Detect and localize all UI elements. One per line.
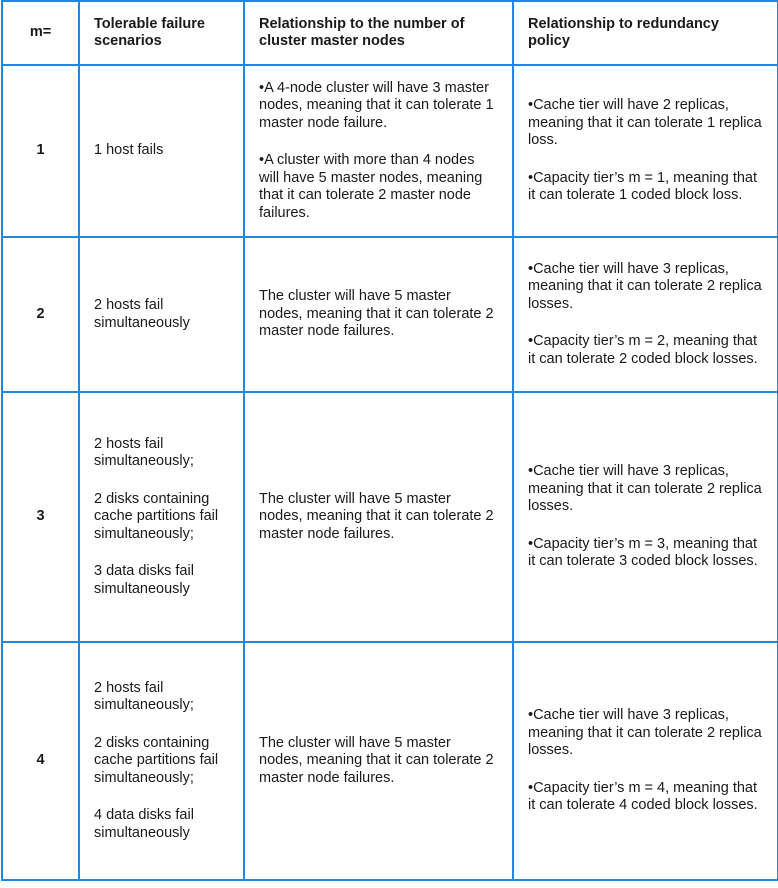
redundancy-cell [513, 237, 778, 392]
scenario-text: 2 hosts fail simultaneously; [94, 679, 194, 714]
master-nodes-cell [244, 642, 513, 880]
redundancy-cell [513, 65, 778, 237]
scenario-text: 2 hosts fail simultaneously; [94, 435, 194, 470]
scenario-text: 2 disks containing cache partitions fail simultaneously; [94, 490, 219, 542]
m-value: 1 [2, 65, 79, 237]
redundancy-text: •Cache tier will have 2 replicas, meaning that it can tolerate 1 replica loss. [528, 97, 762, 149]
redundancy-text: •Capacity tier’s m = 3, meaning that it can tolerate 3 coded block losses. [528, 535, 758, 570]
header-redundancy-policy: Relationship to redundancy policy [513, 1, 778, 65]
table-row [2, 237, 778, 392]
scenario-text: 4 data disks fail simultaneously [94, 807, 194, 841]
header-master-nodes: Relationship to the number of cluster master nodes [244, 1, 513, 65]
scenarios-cell [79, 642, 244, 880]
master-nodes-cell [244, 237, 513, 392]
redundancy-text: •Cache tier will have 3 replicas, meaning that it can tolerate 2 replica losses. [528, 707, 762, 759]
scenario-text: 1 host fails [94, 142, 164, 159]
m-value: 2 [2, 237, 79, 392]
redundancy-text: •Cache tier will have 3 replicas, meaning that it can tolerate 2 replica losses. [528, 260, 762, 312]
redundancy-cell [513, 642, 778, 880]
scenarios-cell [79, 65, 244, 237]
master-nodes-cell [244, 392, 513, 642]
failure-tolerance-table [1, 0, 778, 881]
table-header-row [2, 1, 778, 65]
redundancy-text: •Capacity tier’s m = 2, meaning that it can tolerate 2 coded block losses. [528, 333, 758, 367]
table-row [2, 65, 778, 237]
scenario-text: 3 data disks fail simultaneously [94, 563, 194, 597]
master-text: The cluster will have 5 master nodes, meaning that it can tolerate 2 master node failures. [259, 490, 494, 542]
redundancy-text: •Cache tier will have 3 replicas, meaning that it can tolerate 2 replica losses. [528, 463, 762, 515]
scenarios-cell [79, 392, 244, 642]
master-text: •A 4-node cluster will have 3 master nodes, meaning that it can tolerate 1 master node failure. [259, 79, 494, 131]
redundancy-text: •Capacity tier’s m = 4, meaning that it can tolerate 4 coded block losses. [528, 779, 758, 814]
scenarios-cell [79, 237, 244, 392]
scenario-text: 2 disks containing cache partitions fail simultaneously; [94, 734, 219, 786]
header-scenarios: Tolerable failure scenarios [79, 1, 244, 65]
m-value: 3 [2, 392, 79, 642]
scenario-text: 2 hosts fail simultaneously [94, 297, 190, 331]
master-text: The cluster will have 5 master nodes, meaning that it can tolerate 2 master node failures. [259, 734, 494, 786]
redundancy-text: •Capacity tier’s m = 1, meaning that it can tolerate 1 coded block loss. [528, 169, 757, 204]
table-row [2, 392, 778, 642]
header-m: m= [2, 1, 79, 65]
table-row [2, 642, 778, 880]
master-nodes-cell [244, 65, 513, 237]
redundancy-cell [513, 392, 778, 642]
master-text: •A cluster with more than 4 nodes will have 5 master nodes, meaning that it can tolerate 2 master node failures. [259, 152, 483, 221]
master-text: The cluster will have 5 master nodes, meaning that it can tolerate 2 master node failures. [259, 288, 494, 340]
m-value: 4 [2, 642, 79, 880]
